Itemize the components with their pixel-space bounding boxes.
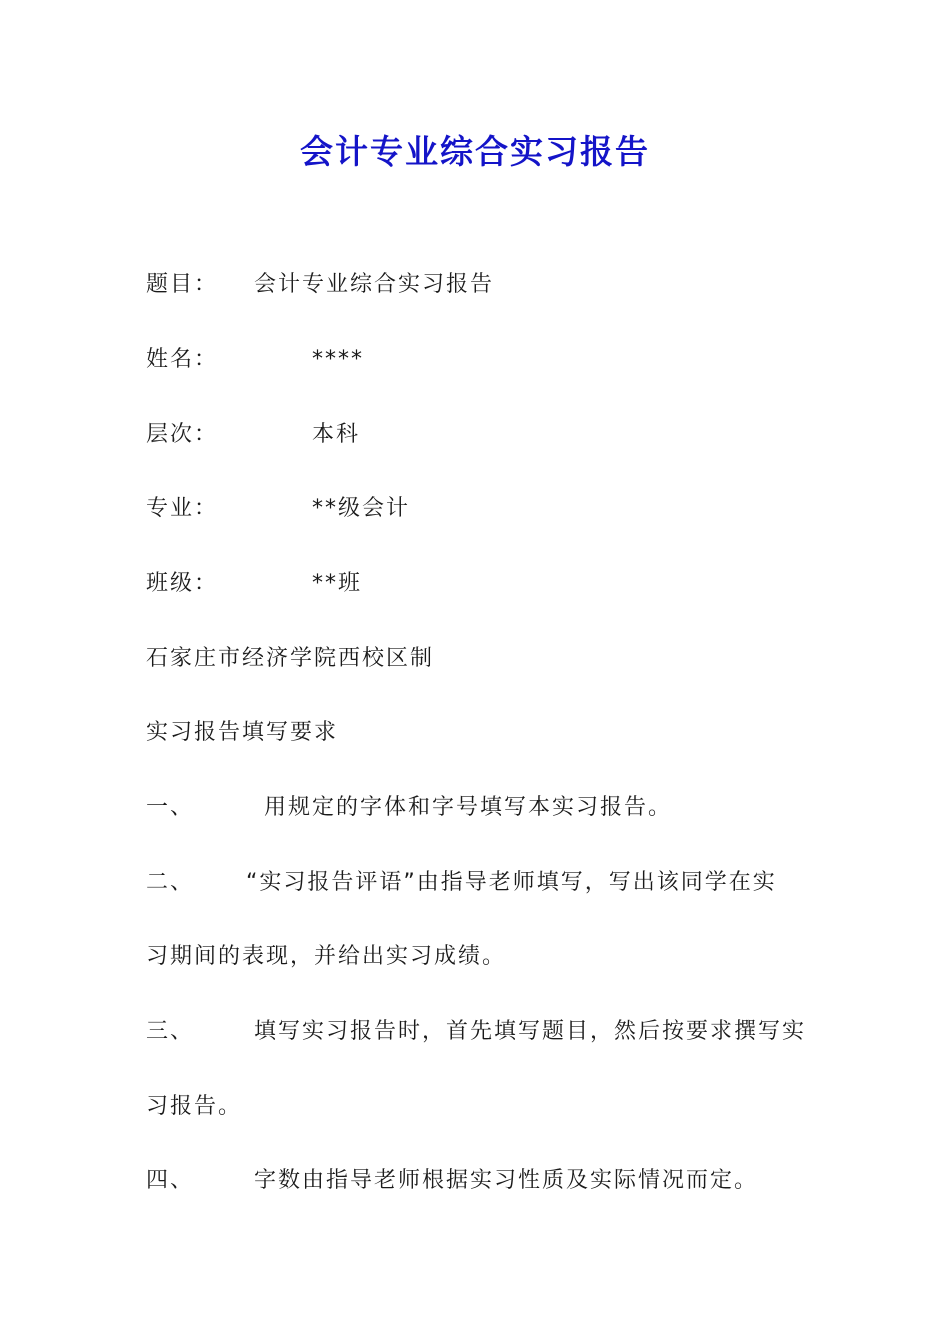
page-title: 会计专业综合实习报告 <box>300 132 650 171</box>
field-label: 层次： <box>146 422 219 447</box>
requirement-item-2-continuation: 习期间的表现，并给出实习成绩。 <box>146 944 507 969</box>
requirement-number: 三、 <box>146 1019 195 1044</box>
requirement-text: “实习报告评语”由指导老师填写，写出该同学在实 <box>246 870 777 895</box>
field-value: 本科 <box>312 422 361 447</box>
requirements-heading: 实习报告填写要求 <box>146 720 339 745</box>
field-value: **级会计 <box>312 496 411 521</box>
field-value: **班 <box>312 571 363 596</box>
field-value: **** <box>312 347 364 372</box>
requirement-number: 二、 <box>146 870 195 895</box>
field-label: 班级： <box>146 571 219 596</box>
requirement-number: 一、 <box>146 795 195 820</box>
requirement-item-3-continuation: 习报告。 <box>146 1094 243 1119</box>
requirement-text: 用规定的字体和字号填写本实习报告。 <box>264 795 673 820</box>
field-label: 题目： <box>146 272 219 297</box>
requirement-text: 填写实习报告时，首先填写题目，然后按要求撰写实 <box>254 1019 807 1044</box>
requirement-text: 字数由指导老师根据实习性质及实际情况而定。 <box>254 1168 759 1193</box>
field-label: 专业： <box>146 496 219 521</box>
requirement-number: 四、 <box>146 1168 195 1193</box>
institution-line: 石家庄市经济学院西校区制 <box>146 646 435 671</box>
field-value: 会计专业综合实习报告 <box>254 272 495 297</box>
field-label: 姓名： <box>146 347 219 372</box>
